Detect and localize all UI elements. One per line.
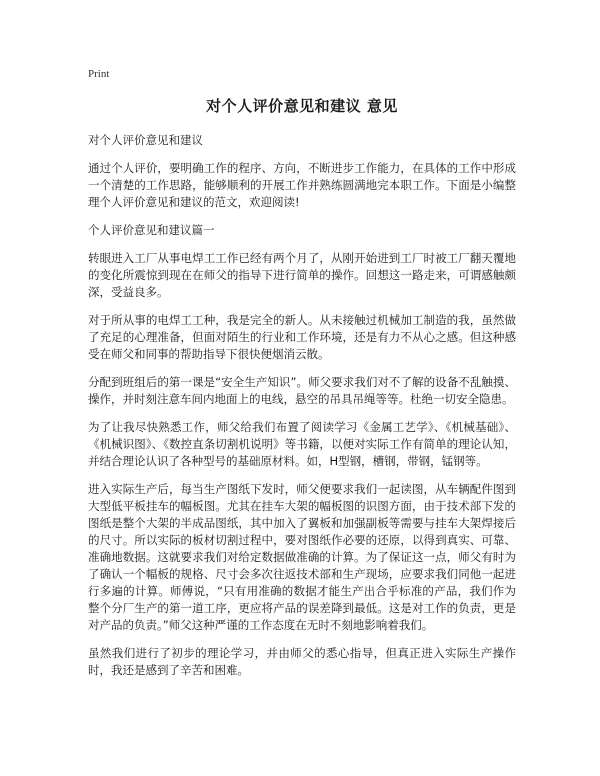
document-title: 对个人评价意见和建议 意见 — [206, 97, 398, 115]
body-paragraph: 分配到班组后的第一课是“安全生产知识”。师父要求我们对不了解的设备不乱触摸、操作，并时刻注意车间内地面上的电线，悬空的吊具吊绳等等。杜绝一切安全隐患。 — [88, 375, 516, 406]
body-paragraph: 虽然我们进行了初步的理论学习，并由师父的悉心指导，但真正进入实际生产操作时，我还是感到了辛苦和困难。 — [88, 646, 516, 677]
section-heading: 个人评价意见和建议篇一 — [88, 223, 215, 237]
document-page — [88, 68, 516, 690]
intro-paragraph: 通过个人评价，要明确工作的程序、方向，不断进步工作能力，在具体的工作中形成一个清楚的工作思路，能够顺利的开展工作并熟练圆满地完本职工作。下面是小编整理个人评价意见和建议的范文，欢迎阅读! — [88, 161, 516, 209]
print-label: Print — [88, 68, 110, 80]
body-paragraph: 转眼进入工厂从事电焊工工作已经有两个月了，从刚开始进到工厂时被工厂翻天覆地的变化所震惊到现在在师父的指导下进行简单的操作。回想这一路走来，可谓感触颇深，受益良多。 — [88, 251, 516, 299]
body-paragraph: 对于所从事的电焊工工种，我是完全的新人。从未接触过机械加工制造的我，虽然做了充足的心理准备，但面对陌生的行业和工作环境，还是有力不从心之感。但这种感受在师父和同事的帮助指导下很快便烟消云散。 — [88, 313, 516, 361]
document-subtitle: 对个人评价意见和建议 — [88, 133, 203, 147]
body-paragraph: 进入实际生产后，每当生产图纸下发时，师父便要求我们一起读图，从车辆配件图到大型低平板挂车的幅板图。尤其在挂车大架的幅板图的识图方面，由于技术部下发的图纸是整个大架的半成品图纸，其中加入了翼板和加强副板等需要与挂车大架焊接后的尺寸。所以实际的板材切割过程中，要对图纸作必要的还原，以得到真实、可靠、准确地数据。这就要求我们对给定数据做准确的计算。为了保证这一点，师父有时为了确认一个幅板的规格、尺寸会多次往返技术部和生产现场，应要求我们同他一起进行多遍的计算。师傅说，“只有用准确的数据才能生产出合乎标准的产品，我们作为整个分厂生产的第一道工序，更应将产品的误差降到最低。这是对工作的负责，更是对产品的负责。”师父这种严谨的工作态度在无时不刻地影响着我们。 — [88, 482, 516, 632]
body-paragraph: 为了让我尽快熟悉工作，师父给我们布置了阅读学习《金属工艺学》、《机械基础》、《机械识图》、《数控直条切割机说明》等书籍，以便对实际工作有简单的理论认知，并结合理论认识了各种型号的基础原材料。如，H型钢，槽钢，带钢，锰钢等。 — [88, 420, 516, 468]
